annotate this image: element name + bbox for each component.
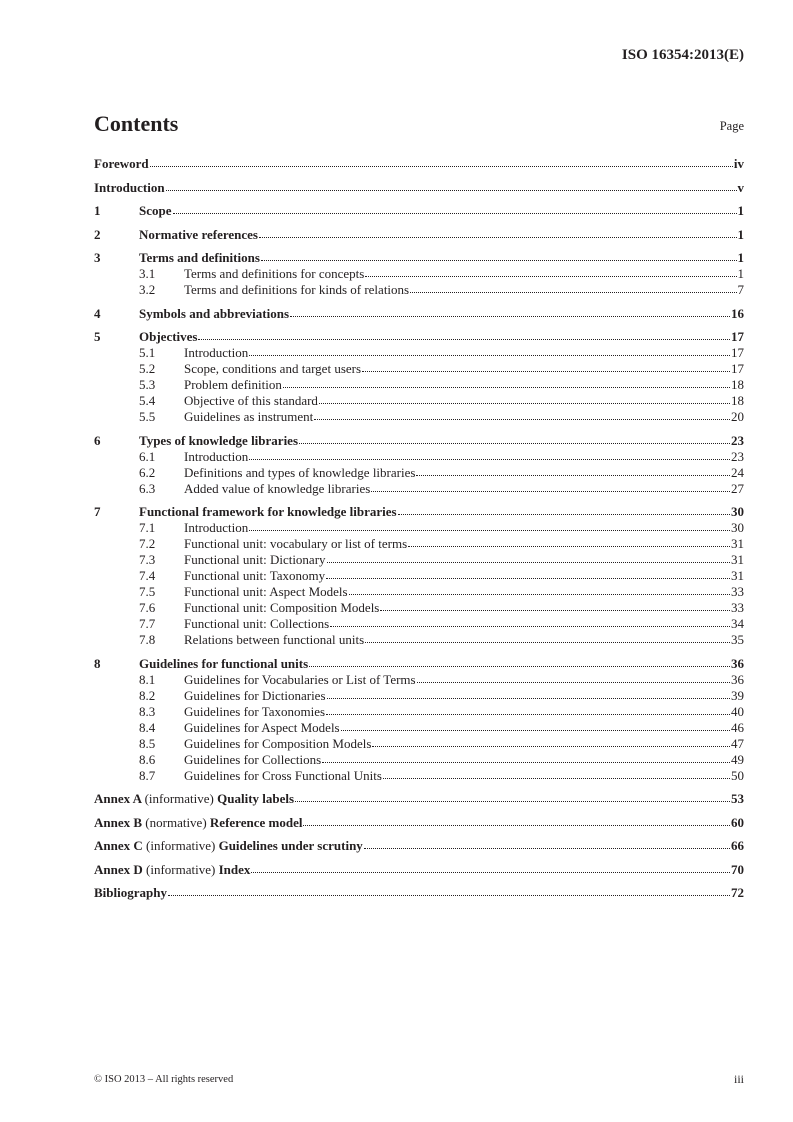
toc-entry-title: Functional unit: Dictionary [184,552,326,567]
toc-entry-page: 23 [731,448,744,464]
toc-entry-number: 4 [94,305,101,321]
toc-entry[interactable] [94,672,744,688]
toc-entry-page: 23 [731,432,744,448]
toc-entry-page: 1 [737,203,744,218]
annex-label: Annex B [94,814,143,830]
page-number: iii [733,1072,744,1086]
toc-entry-title: Introduction [184,520,249,535]
toc-entry-title: Guidelines for Vocabularies or List of Terms [184,671,416,687]
toc-entry-page: 24 [731,464,744,480]
toc-entry[interactable] [94,282,744,298]
toc-entry-page: 20 [731,409,744,424]
toc-entry-number: 1 [94,203,101,218]
toc-entry-page: 72 [731,885,744,900]
toc-entry-title: Guidelines for Aspect Models [184,719,340,735]
dot-leader [326,578,730,579]
toc-entry-title: Types of knowledge libraries [139,432,299,448]
toc-entry-title: Functional framework for knowledge libraries [139,504,397,519]
toc-entry[interactable] [94,791,744,807]
toc-entry-title: Functional unit: Composition Models [184,600,380,615]
toc-entry-number: 3.2 [139,282,156,297]
toc-entry-number: 7.1 [139,520,156,535]
toc-entry-page: 70 [731,861,744,877]
toc-entry-page: 17 [731,345,744,360]
toc-entry-page: 34 [731,616,744,631]
toc-entry-number: 8 [94,655,101,671]
document-id: ISO 16354:2013(E) [621,47,744,63]
toc-entry[interactable] [94,768,744,784]
dot-leader [249,459,730,460]
toc-entry-number: 6.1 [139,448,156,464]
toc-entry[interactable] [94,361,744,377]
toc-entry[interactable] [94,815,744,831]
toc-entry-page: 1 [737,266,744,281]
toc-entry[interactable] [94,306,744,322]
toc-entry-page: 27 [731,480,744,496]
toc-entry[interactable] [94,266,744,282]
toc-entry-title: Terms and definitions [139,250,260,265]
toc-entry[interactable] [94,180,744,196]
toc-entry-page: 46 [731,719,744,735]
annex-title: Guidelines under scrutiny [218,838,363,853]
annex-title: Reference model [209,814,303,830]
toc-entry-title: Definitions and types of knowledge libraries [184,464,416,480]
toc-entry-number: 7.6 [139,600,156,615]
toc-entry-number: 5.2 [139,361,156,376]
toc-entry-title: Introduction [184,345,249,360]
toc-entry-title: Normative references [139,226,258,242]
toc-entry-page: 31 [731,536,744,551]
toc-entry[interactable] [94,227,744,243]
toc-entry-title: Guidelines for Composition Models [184,735,372,751]
toc-entry-number: 8.2 [139,687,156,703]
toc-entry-title: Scope, conditions and target users [184,361,362,376]
toc-entry-number: 7 [94,504,101,519]
toc-entry-number: 7.5 [139,584,156,599]
toc-entry-page: 33 [731,600,744,615]
toc-entry[interactable] [94,409,744,425]
toc-entry-page: 1 [737,226,744,242]
annex-label: Annex C [94,838,143,853]
toc-entry-page: 33 [731,584,744,599]
toc-entry-title: Bibliography [94,885,167,900]
toc-entry[interactable] [94,632,744,648]
toc-entry-page: 40 [731,703,744,719]
toc-entry[interactable] [94,752,744,768]
toc-entry-number: 5.3 [139,377,156,392]
toc-entry-title: Objectives [139,329,198,344]
annex-label: Annex D [94,861,143,877]
toc-entry-page: 31 [731,568,744,583]
dot-leader [327,562,730,563]
toc-entry-number: 8.4 [139,719,156,735]
toc-entry-title: Added value of knowledge libraries [184,480,371,496]
dot-leader [398,514,730,515]
toc-entry-page: 39 [731,687,744,703]
toc-entry[interactable] [94,838,744,854]
toc-entry[interactable] [94,520,744,536]
toc-entry-number: 8.3 [139,703,156,719]
contents-header [94,111,744,141]
toc-entry[interactable] [94,465,744,481]
toc-entry-title: Guidelines for Cross Functional Units [184,767,382,783]
dot-leader [372,746,730,747]
toc-entry[interactable] [94,449,744,465]
toc-entry-page: 36 [731,671,744,687]
toc-entry[interactable] [94,552,744,568]
dot-leader [249,355,730,356]
annex-type: (normative) [145,814,207,830]
toc-entry-page: 66 [731,838,744,853]
toc-entry-number: 7.8 [139,632,156,647]
toc-entry-page: 50 [731,767,744,783]
toc-entry-title: Introduction [94,179,165,195]
toc-entry-page: 36 [731,655,744,671]
dot-leader [416,475,730,476]
dot-leader [408,546,730,547]
toc-entry[interactable] [94,656,744,672]
toc-entry-number: 7.2 [139,536,156,551]
toc-entry-title: Terms and definitions for concepts [184,266,365,281]
toc-entry[interactable] [94,481,744,497]
toc-entry-page: 30 [731,504,744,519]
toc-entry-page: 35 [731,632,744,647]
toc-entry-page: 16 [731,305,744,321]
toc-entry-number: 3 [94,250,101,265]
toc-entry-page: 53 [731,791,744,806]
toc-entry-number: 5 [94,329,101,344]
page-column-label: Page [719,119,744,133]
toc-entry-title: Guidelines as instrument [184,409,314,424]
toc-entry-number: 5.1 [139,345,156,360]
toc-entry-page: 18 [731,377,744,392]
dot-leader [314,419,730,420]
toc-entry-title: Problem definition [184,377,282,392]
toc-entry-page: 7 [737,282,744,297]
dot-leader [326,714,730,715]
toc-entry-page: 49 [731,751,744,767]
dot-leader [150,166,733,167]
dot-leader [198,339,730,340]
dot-leader [295,801,730,802]
toc-entry[interactable] [94,504,744,520]
toc-entry-number: 2 [94,226,101,242]
dot-leader [365,276,736,277]
toc-entry-page: 30 [731,520,744,535]
dot-leader [299,443,730,444]
toc-entry[interactable] [94,393,744,409]
dot-leader [319,403,730,404]
toc-entry-title: Guidelines for Taxonomies [184,703,326,719]
toc-entry-page: 1 [737,250,744,265]
toc-entry-number: 8.5 [139,735,156,751]
toc-entry-page: 60 [731,814,744,830]
toc-entry[interactable] [94,600,744,616]
copyright-notice: © ISO 2013 – All rights reserved [94,1074,234,1085]
contents-title: Contents [94,111,179,136]
toc-entry-number: 8.6 [139,751,156,767]
toc-entry[interactable] [94,329,744,345]
toc-entry[interactable] [94,156,744,172]
toc-entry-page: 31 [731,552,744,567]
toc-entry-number: 6.2 [139,464,156,480]
toc-entry-page: v [737,179,744,195]
toc-entry-title [94,838,363,854]
toc-entry-title [94,791,294,807]
dot-leader [249,530,730,531]
toc-entry-title: Foreword [94,156,149,171]
annex-title: Quality labels [217,791,295,806]
toc-entry-title: Scope [139,203,172,218]
annex-type: (informative) [146,861,216,877]
dot-leader [261,260,737,261]
dot-leader [349,594,730,595]
toc-entry[interactable] [94,720,744,736]
toc-entry-title: Guidelines for Dictionaries [184,687,326,703]
annex-title: Index [218,861,251,877]
dot-leader [341,730,730,731]
annex-type: (informative) [144,791,214,806]
toc-entry-number: 7.7 [139,616,156,631]
toc-entry[interactable] [94,688,744,704]
dot-leader [309,666,730,667]
toc-entry-title: Functional unit: Aspect Models [184,584,348,599]
annex-type: (informative) [146,838,216,853]
dot-leader [365,642,730,643]
toc-entry-number: 8.1 [139,671,156,687]
dot-leader [173,213,737,214]
dot-leader [364,848,730,849]
table-of-contents [94,156,744,901]
toc-entry[interactable] [94,433,744,449]
dot-leader [259,237,737,238]
toc-entry-number: 3.1 [139,266,156,281]
dot-leader [322,762,730,763]
dot-leader [380,610,730,611]
dot-leader [290,316,730,317]
toc-entry[interactable] [94,584,744,600]
toc-entry-title: Relations between functional units [184,632,365,647]
dot-leader [410,292,736,293]
toc-entry-title [94,862,250,878]
dot-leader [283,387,730,388]
toc-entry-title: Guidelines for Collections [184,751,322,767]
toc-entry-title: Functional unit: Collections [184,616,330,631]
dot-leader [166,190,737,191]
toc-entry-number: 5.4 [139,393,156,408]
toc-entry[interactable] [94,203,744,219]
dot-leader [251,872,730,873]
toc-entry[interactable] [94,250,744,266]
toc-entry-title: Functional unit: vocabulary or list of terms [184,536,408,551]
toc-entry-title: Objective of this standard [184,393,318,408]
toc-entry[interactable] [94,736,744,752]
toc-entry-number: 7.4 [139,568,156,583]
toc-entry-page: 17 [731,329,744,344]
dot-leader [383,778,730,779]
dot-leader [417,682,730,683]
dot-leader [330,626,730,627]
toc-entry-page: 47 [731,735,744,751]
toc-entry-page: iv [733,156,744,171]
dot-leader [168,895,730,896]
dot-leader [362,371,730,372]
toc-entry[interactable] [94,862,744,878]
toc-entry-page: 17 [731,361,744,376]
toc-entry-number: 6 [94,432,101,448]
toc-entry-page: 18 [731,393,744,408]
toc-entry-title: Introduction [184,448,249,464]
toc-entry-title [94,815,302,831]
toc-entry-title: Functional unit: Taxonomy [184,568,326,583]
toc-entry-number: 5.5 [139,409,156,424]
toc-entry[interactable] [94,345,744,361]
toc-entry[interactable] [94,704,744,720]
annex-label: Annex A [94,791,142,806]
dot-leader [371,491,730,492]
toc-entry[interactable] [94,377,744,393]
toc-entry-number: 6.3 [139,480,156,496]
toc-entry-title: Symbols and abbreviations [139,305,290,321]
dot-leader [303,825,730,826]
toc-entry-number: 7.3 [139,552,156,567]
toc-entry[interactable] [94,885,744,901]
toc-entry-number: 8.7 [139,767,156,783]
toc-entry-title: Guidelines for functional units [139,655,309,671]
dot-leader [327,698,730,699]
toc-entry[interactable] [94,616,744,632]
toc-entry-title: Terms and definitions for kinds of relations [184,282,410,297]
toc-entry[interactable] [94,568,744,584]
toc-entry[interactable] [94,536,744,552]
